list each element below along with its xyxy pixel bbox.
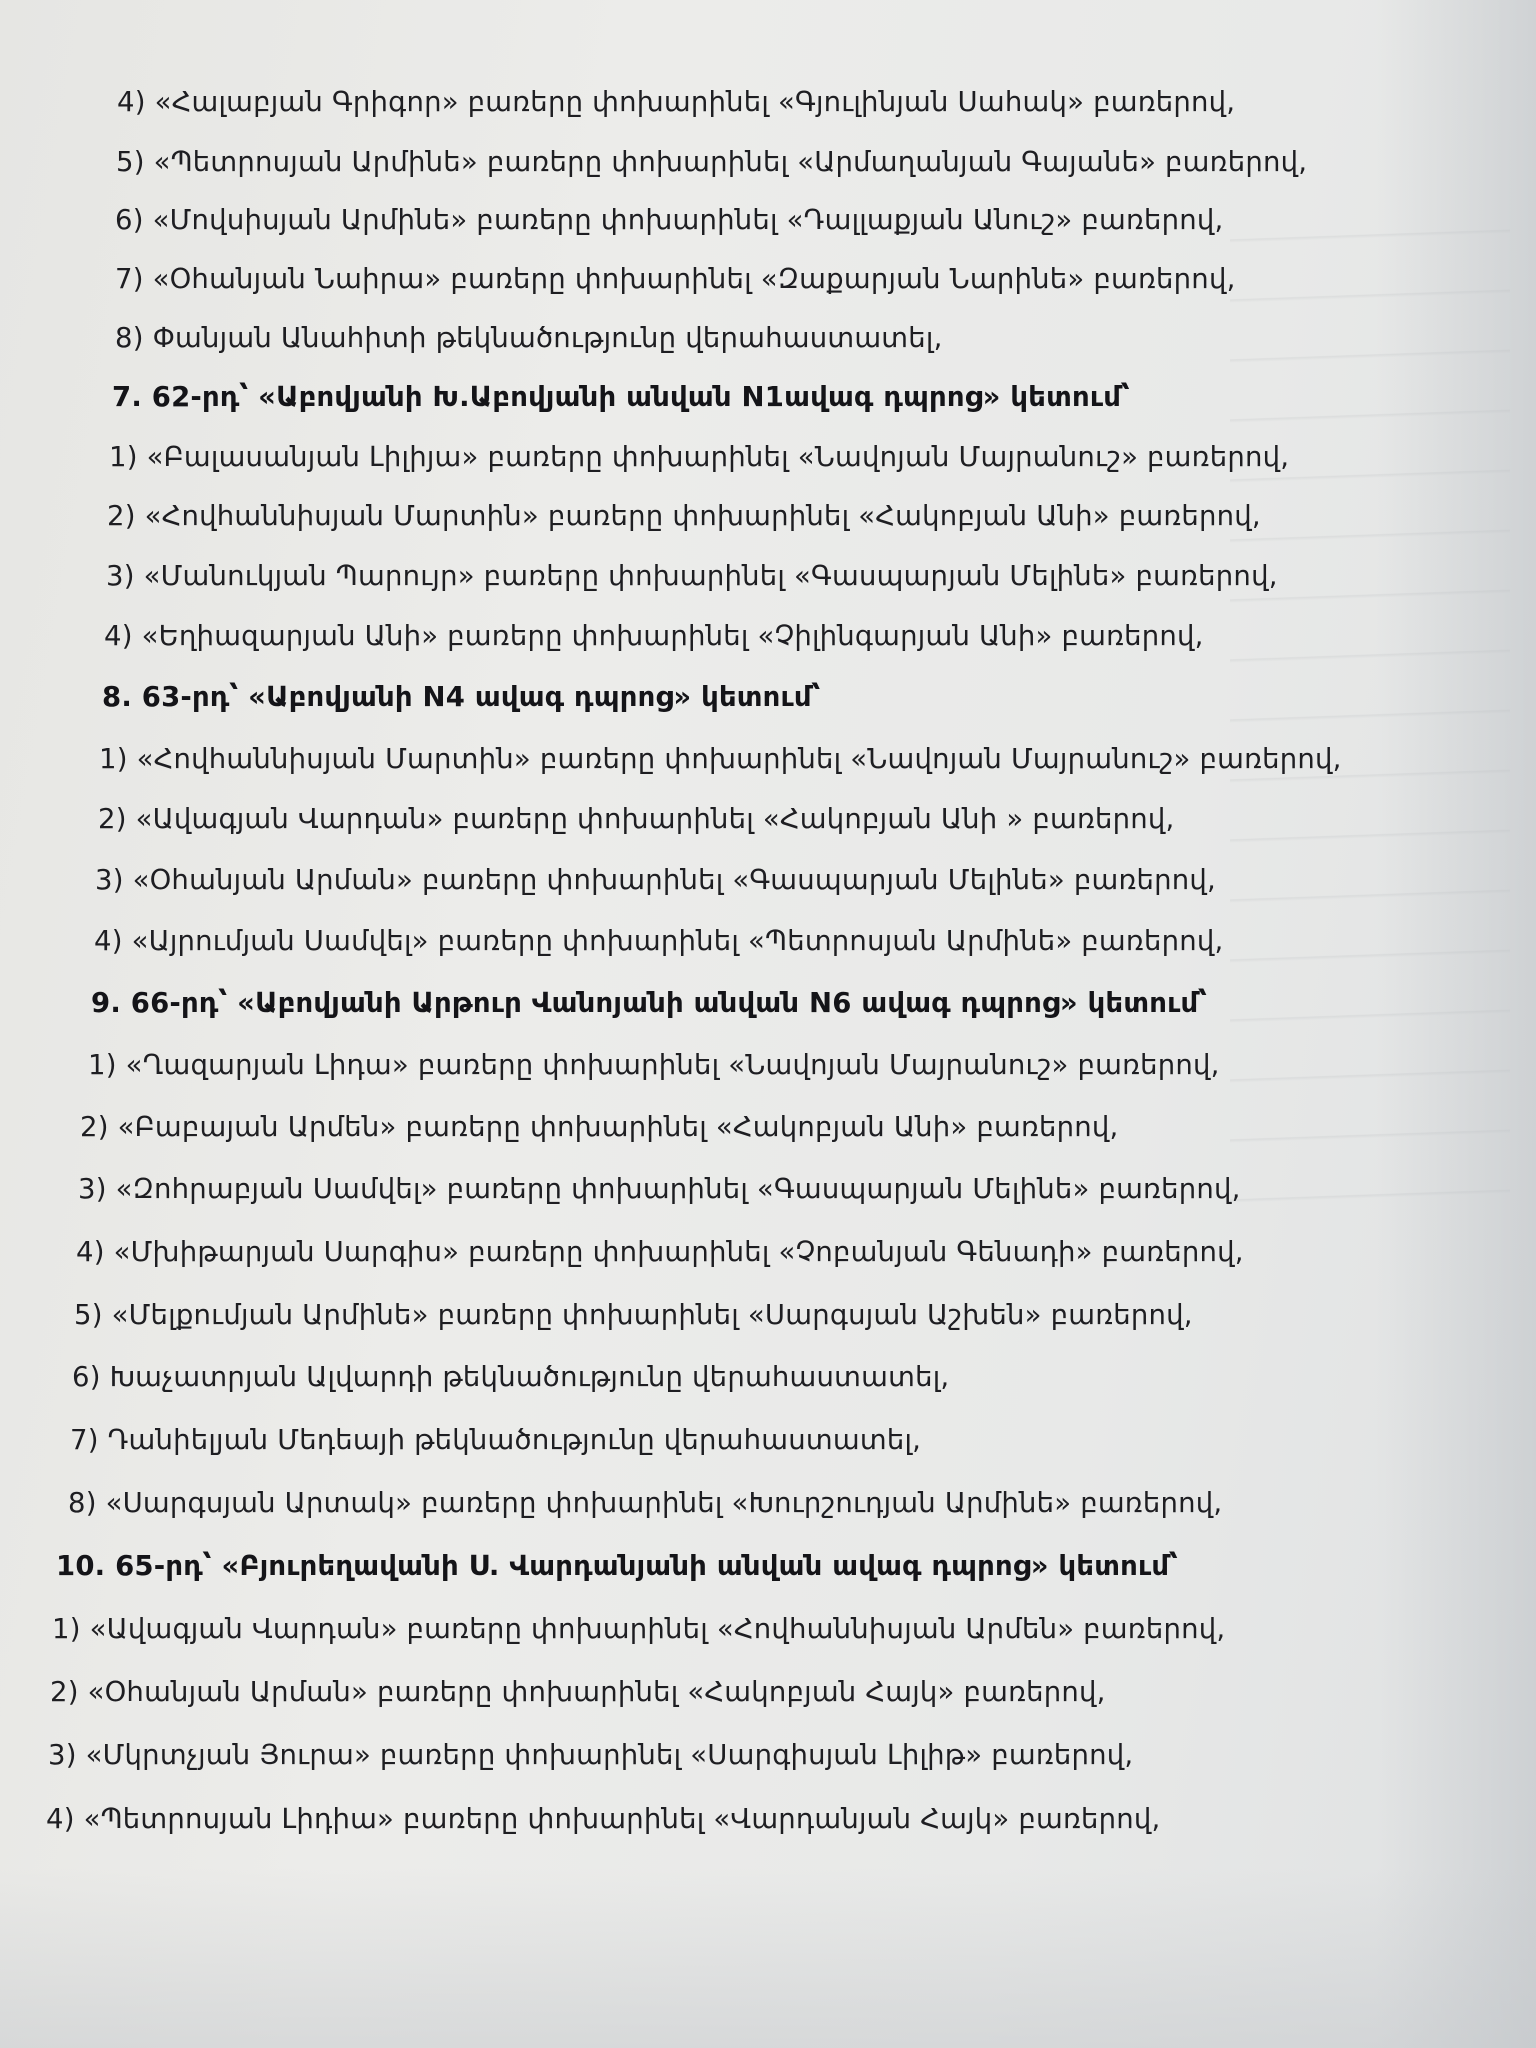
list-item: 1) «Ղազարյան Լիդա» բառերը փոխարինել «Նավոյան Մայրանուշ» բառերով, xyxy=(88,1049,1220,1081)
list-item: 2) «Հովհաննիսյան Մարտին» բառերը փոխարինել «Հակոբյան Անի» բառերով, xyxy=(107,500,1261,532)
list-item: 4) «Հալաբյան Գրիգոր» բառերը փոխարինել «Գյուլինյան Սահակ» բառերով, xyxy=(117,86,1236,118)
list-item: 5) «Պետրոսյան Արմինե» բառերը փոխարինել «Արմաղանյան Գայանե» բառերով, xyxy=(116,146,1308,178)
list-item: 3) «Մկրտչյան Յուրա» բառերը փոխարինել «Սարգիսյան Լիլիթ» բառերով, xyxy=(48,1739,1134,1771)
section-heading: 7. 62-րդ՝ «Աբովյանի Խ.Աբովյանի անվան N1ավագ դպրոց» կետում՝ xyxy=(112,381,1130,413)
section-heading: 10. 65-րդ՝ «Բյուրեղավանի Ս. Վարդանյանի անվան ավագ դպրոց» կետում՝ xyxy=(56,1550,1179,1582)
list-item: 3) «Օհանյան Արման» բառերը փոխարինել «Գասպարյան Մելինե» բառերով, xyxy=(95,864,1216,896)
section-heading: 8. 63-րդ՝ «Աբովյանի N4 ավագ դպրոց» կետում՝ xyxy=(102,681,821,713)
list-item: 1) «Հովհաննիսյան Մարտին» բառերը փոխարինել «Նավոյան Մայրանուշ» բառերով, xyxy=(99,743,1342,775)
list-item: 6) «Մովսիսյան Արմինե» բառերը փոխարինել «Դալլաքյան Անուշ» բառերով, xyxy=(115,204,1224,236)
list-item: 2) «Բաբայան Արմեն» բառերը փոխարինել «Հակոբյան Անի» բառերով, xyxy=(80,1111,1119,1143)
list-item: 2) «Ավագյան Վարդան» բառերը փոխարինել «Հակոբյան Անի » բառերով, xyxy=(98,803,1175,835)
list-item: 8) «Սարգսյան Արտակ» բառերը փոխարինել «Խուրշուդյան Արմինե» բառերով, xyxy=(68,1487,1223,1519)
page-shadow-right xyxy=(1376,0,1536,2048)
page-shadow-bottom xyxy=(0,1868,1536,2048)
list-item: 4) «Մխիթարյան Սարգիս» բառերը փոխարինել «Չոբանյան Գենադի» բառերով, xyxy=(76,1236,1244,1268)
list-item: 1) «Ավագյան Վարդան» բառերը փոխարինել «Հովհաննիսյան Արմեն» բառերով, xyxy=(52,1613,1226,1645)
list-item: 6) Խաչատրյան Ալվարդի թեկնածությունը վերահաստատել, xyxy=(72,1361,950,1393)
list-item: 3) «Զոհրաբյան Սամվել» բառերը փոխարինել «Գասպարյան Մելինե» բառերով, xyxy=(78,1173,1241,1205)
list-item: 8) Փանյան Անահիտի թեկնածությունը վերահաստատել, xyxy=(115,322,943,354)
list-item: 5) «Մելքումյան Արմինե» բառերը փոխարինել «Սարգսյան Աշխեն» բառերով, xyxy=(74,1299,1193,1331)
list-item: 4) «Այրումյան Սամվել» բառերը փոխարինել «Պետրոսյան Արմինե» բառերով, xyxy=(94,925,1224,957)
list-item: 7) Դանիելյան Մեդեայի թեկնածությունը վերահաստատել, xyxy=(70,1424,922,1456)
list-item: 2) «Օհանյան Արման» բառերը փոխարինել «Հակոբյան Հայկ» բառերով, xyxy=(50,1676,1106,1708)
list-item: 7) «Օհանյան Նաիրա» բառերը փոխարինել «Զաքարյան Նարինե» բառերով, xyxy=(115,263,1236,295)
list-item: 4) «Պետրոսյան Լիդիա» բառերը փոխարինել «Վարդանյան Հայկ» բառերով, xyxy=(46,1803,1161,1835)
list-item: 1) «Բալասանյան Լիլիյա» բառերը փոխարինել «Նավոյան Մայրանուշ» բառերով, xyxy=(109,441,1290,473)
list-item: 4) «Եղիազարյան Անի» բառերը փոխարինել «Չիլինգարյան Անի» բառերով, xyxy=(104,620,1204,652)
section-heading: 9. 66-րդ՝ «Աբովյանի Արթուր Վանոյանի անվան N6 ավագ դպրոց» կետում՝ xyxy=(91,987,1208,1019)
list-item: 3) «Մանուկյան Պարույր» բառերը փոխարինել «Գասպարյան Մելինե» բառերով, xyxy=(106,560,1278,592)
